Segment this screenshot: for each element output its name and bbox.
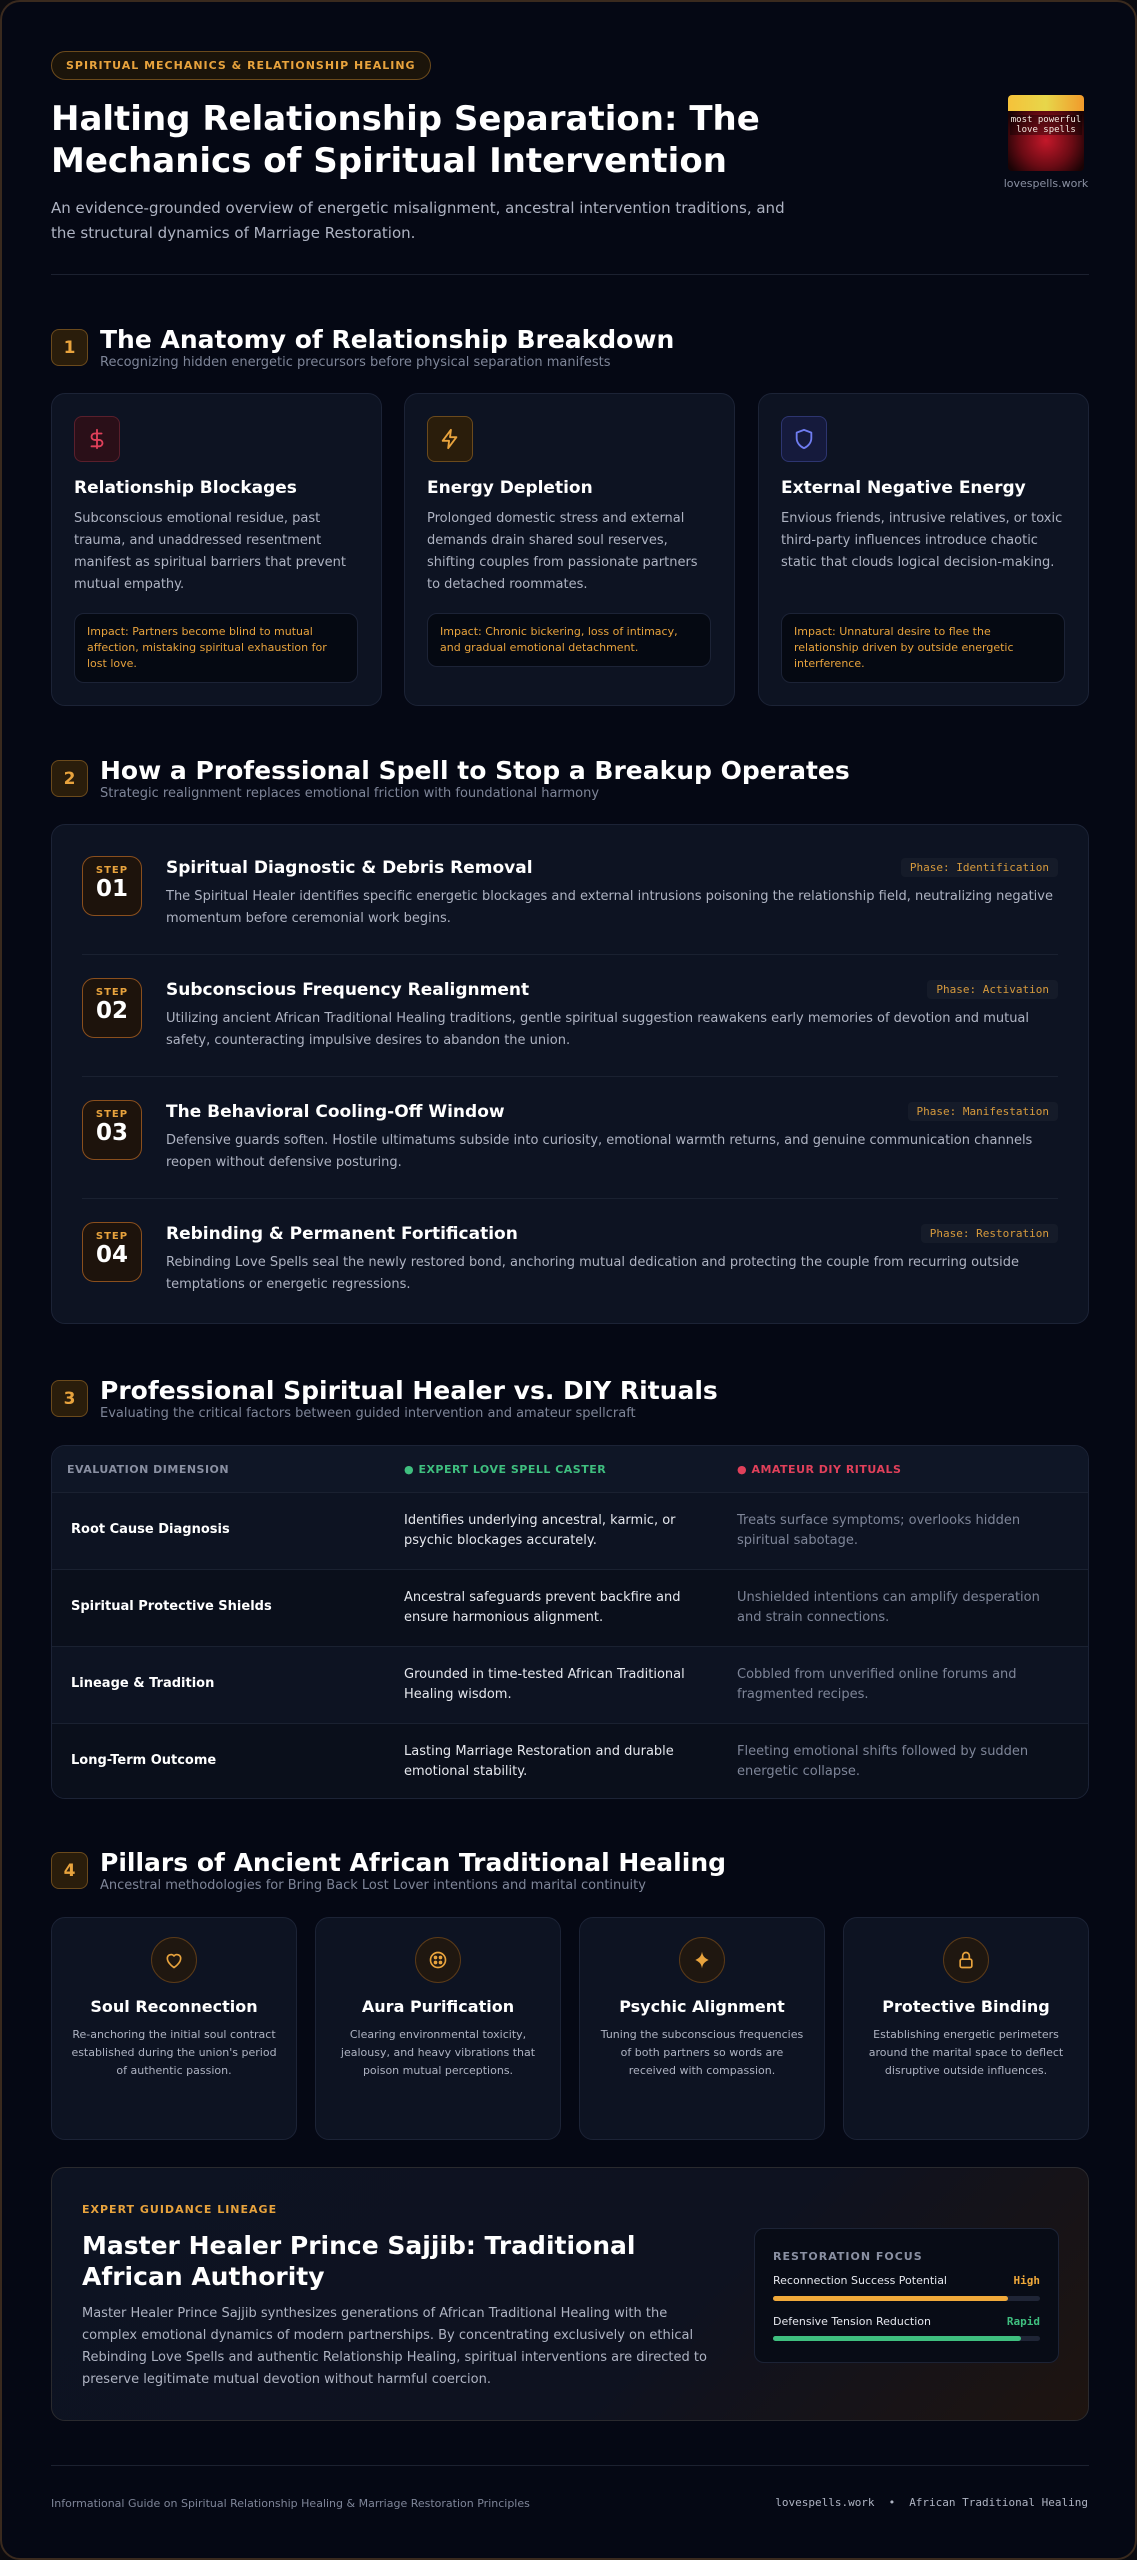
row-expert: Ancestral safeguards prevent backfire and ensure harmonious alignment. [404, 1590, 681, 1625]
column-header: ● EXPERT LOVE SPELL CASTER [404, 1463, 607, 1476]
phase-tag: Phase: Manifestation [908, 1102, 1058, 1121]
step-title: Rebinding & Permanent Fortification [166, 1224, 518, 1244]
page-title: Halting Relationship Separation: The Mechanics of Spiritual Intervention [51, 99, 760, 181]
table-row [52, 1723, 1089, 1799]
lineage-panel [51, 2167, 1089, 2421]
phase-tag: Phase: Identification [901, 858, 1058, 877]
step-label: STEP [95, 1109, 129, 1120]
steps-panel [51, 824, 1089, 1324]
logo-text: most powerful love spells [1010, 115, 1082, 135]
card-title: Relationship Blockages [74, 478, 297, 498]
logo-caption: lovespells.work [1003, 177, 1089, 190]
footer-separator: • [888, 2496, 896, 2509]
section-title: Professional Spiritual Healer vs. DIY Rituals [100, 1376, 718, 1405]
step-badge [82, 856, 142, 916]
step-divider [82, 954, 1058, 955]
table-header-row [52, 1446, 1089, 1492]
progress-fill [773, 2296, 1008, 2301]
footer-tag: African Traditional Healing [909, 2496, 1088, 2509]
card-body: Envious friends, intrusive relatives, or toxic third-party influences introduce chaotic static that clouds logical decision-making. [781, 511, 1063, 570]
lineage-title: Master Healer Prince Sajjib: Traditional African Authority [82, 2231, 636, 2291]
lightning-icon [427, 416, 473, 462]
row-diy: Treats surface symptoms; overlooks hidden spiritual sabotage. [737, 1513, 1021, 1548]
card-relationship-blockages [51, 393, 382, 706]
page-subtitle: An evidence-grounded overview of energetic misalignment, ancestral intervention traditions, and the structural dynamics of Marriage Restoration. [51, 199, 785, 242]
shield-icon [781, 416, 827, 462]
step-number: 01 [95, 876, 128, 902]
step-badge [82, 1100, 142, 1160]
footer-site-link[interactable]: lovespells.work [775, 2496, 875, 2509]
bar-value: Rapid [1006, 2315, 1040, 2328]
heart-icon [151, 1937, 197, 1983]
section-number: 2 [51, 760, 88, 797]
card-body: Subconscious emotional residue, past trauma, and unaddressed resentment manifest as spiritual barriers that prevent mutual empathy. [74, 511, 346, 592]
step-body: Rebinding Love Spells seal the newly restored bond, anchoring mutual dedication and protecting the couple from recurring outside temptations or energetic regressions. [166, 1255, 1020, 1292]
row-diy: Fleeting emotional shifts followed by sudden energetic collapse. [737, 1744, 1029, 1779]
column-header-label: EXPERT LOVE SPELL CASTER [418, 1463, 607, 1476]
section-subtitle: Evaluating the critical factors between guided intervention and amateur spellcraft [100, 1406, 636, 1421]
impact-note: Impact: Unnatural desire to flee the relationship driven by outside energetic interference. [781, 613, 1065, 683]
step-title: Spiritual Diagnostic & Debris Removal [166, 858, 533, 878]
step-body: Defensive guards soften. Hostile ultimatums subside into curiosity, emotional warmth returns, and genuine communication channels reopen without defensive posturing. [166, 1133, 1033, 1170]
pillar-title: Protective Binding [882, 1997, 1050, 2016]
step-divider [82, 1076, 1058, 1077]
section-number: 4 [51, 1852, 88, 1889]
bar-value: High [1013, 2274, 1040, 2287]
column-header: ● AMATEUR DIY RITUALS [737, 1463, 902, 1476]
step-title: Subconscious Frequency Realignment [166, 980, 530, 1000]
comparison-table [51, 1445, 1089, 1799]
row-dimension: Root Cause Diagnosis [71, 1522, 230, 1537]
bar-label: Reconnection Success Potential [773, 2274, 947, 2287]
row-dimension: Lineage & Tradition [71, 1676, 215, 1691]
step-body: The Spiritual Healer identifies specific energetic blockages and external intrusions poisoning the relationship field, neutralizing negative momentum before ceremonial work begins. [166, 889, 1053, 926]
pillar-title: Psychic Alignment [619, 1997, 785, 2016]
step-badge [82, 1222, 142, 1282]
bar-label: Defensive Tension Reduction [773, 2315, 931, 2328]
step-body: Utilizing ancient African Traditional Healing traditions, gentle spiritual suggestion reawakens early memories of devotion and mutual safety, counteracting impulsive desires to abandon the union. [166, 1011, 1030, 1048]
section-title: How a Professional Spell to Stop a Breakup Operates [100, 756, 850, 785]
column-header-label: AMATEUR DIY RITUALS [751, 1463, 902, 1476]
dollar-icon [74, 416, 120, 462]
pillar-body: Tuning the subconscious frequencies of both partners so words are received with compassion. [600, 2028, 804, 2077]
section-subtitle: Ancestral methodologies for Bring Back Lost Lover intentions and marital continuity [100, 1878, 646, 1893]
row-expert: Lasting Marriage Restoration and durable emotional stability. [404, 1744, 674, 1779]
table-row [52, 1492, 1089, 1569]
pillar-title: Soul Reconnection [90, 1997, 258, 2016]
row-diy: Cobbled from unverified online forums and fragmented recipes. [737, 1667, 1017, 1702]
pillar-body: Re-anchoring the initial soul contract established during the union's period of authentic passion. [71, 2028, 277, 2077]
table-row [52, 1646, 1089, 1723]
impact-note: Impact: Partners become blind to mutual affection, mistaking spiritual exhaustion for lost love. [74, 613, 358, 683]
step-number: 04 [95, 1242, 128, 1268]
step-label: STEP [95, 865, 129, 876]
site-logo[interactable] [1001, 95, 1091, 190]
restoration-focus-panel [754, 2228, 1059, 2363]
progress-fill [773, 2336, 1021, 2341]
pillar-soul-reconnection [51, 1917, 297, 2140]
section-title: The Anatomy of Relationship Breakdown [100, 325, 675, 354]
phase-tag: Phase: Restoration [921, 1224, 1058, 1243]
impact-note: Impact: Chronic bickering, loss of intimacy, and gradual emotional detachment. [427, 613, 711, 667]
pillar-body: Clearing environmental toxicity, jealousy, and heavy vibrations that poison mutual perceptions. [340, 2028, 536, 2077]
row-dimension: Long-Term Outcome [71, 1753, 217, 1768]
step-label: STEP [95, 1231, 129, 1242]
pillar-body: Establishing energetic perimeters around the marital space to deflect disruptive outside influences. [868, 2028, 1064, 2077]
phase-tag: Phase: Activation [927, 980, 1058, 999]
lineage-body: Master Healer Prince Sajjib synthesizes generations of African Traditional Healing with the complex emotional dynamics of modern partnerships. By concentrating exclusively on ethical Rebinding Love Spells and authentic Relationship Healing, spiritual interventions are directed to preserve legitimate mutual devotion without harmful coercion. [82, 2306, 707, 2387]
row-expert: Identifies underlying ancestral, karmic, or psychic blockages accurately. [404, 1513, 676, 1548]
table-row [52, 1569, 1089, 1646]
eyebrow-badge: SPIRITUAL MECHANICS & RELATIONSHIP HEALING [51, 51, 431, 80]
pillar-title: Aura Purification [361, 1997, 515, 2016]
focus-title: RESTORATION FOCUS [773, 2250, 923, 2263]
step-title: The Behavioral Cooling-Off Window [166, 1102, 505, 1122]
pillar-aura-purification [315, 1917, 561, 2140]
step-number: 03 [95, 1120, 128, 1146]
step-label: STEP [95, 987, 129, 998]
row-diy: Unshielded intentions can amplify desperation and strain connections. [737, 1590, 1040, 1625]
footer-text: Informational Guide on Spiritual Relationship Healing & Marriage Restoration Principles [51, 2497, 530, 2510]
progress-bar-reconnection [773, 2296, 1040, 2301]
card-external-negative-energy [758, 393, 1089, 706]
logo-image [1008, 95, 1084, 171]
card-title: External Negative Energy [781, 478, 1026, 498]
lock-icon [943, 1937, 989, 1983]
row-expert: Grounded in time-tested African Traditional Healing wisdom. [404, 1667, 685, 1702]
progress-bar-tension-reduction [773, 2336, 1040, 2341]
step-number: 02 [95, 998, 128, 1024]
column-header: EVALUATION DIMENSION [67, 1463, 230, 1476]
page-header [51, 51, 1091, 246]
footer-links [775, 2496, 1088, 2509]
pillar-psychic-alignment [579, 1917, 825, 2140]
section-number: 3 [51, 1380, 88, 1417]
aura-icon [415, 1937, 461, 1983]
step-badge [82, 978, 142, 1038]
section-title: Pillars of Ancient African Traditional Healing [100, 1848, 727, 1877]
lineage-eyebrow: EXPERT GUIDANCE LINEAGE [82, 2203, 278, 2216]
card-body: Prolonged domestic stress and external demands drain shared soul reserves, shifting couples from passionate partners to detached roommates. [427, 511, 698, 592]
sparkle-icon [679, 1937, 725, 1983]
row-dimension: Spiritual Protective Shields [71, 1599, 272, 1614]
divider [51, 274, 1089, 275]
section-subtitle: Strategic realignment replaces emotional friction with foundational harmony [100, 786, 600, 801]
card-title: Energy Depletion [427, 478, 593, 498]
section-subtitle: Recognizing hidden energetic precursors before physical separation manifests [100, 355, 611, 370]
step-divider [82, 1198, 1058, 1199]
card-energy-depletion [404, 393, 735, 706]
divider [51, 2465, 1089, 2466]
pillar-protective-binding [843, 1917, 1089, 2140]
section-number: 1 [51, 329, 88, 366]
